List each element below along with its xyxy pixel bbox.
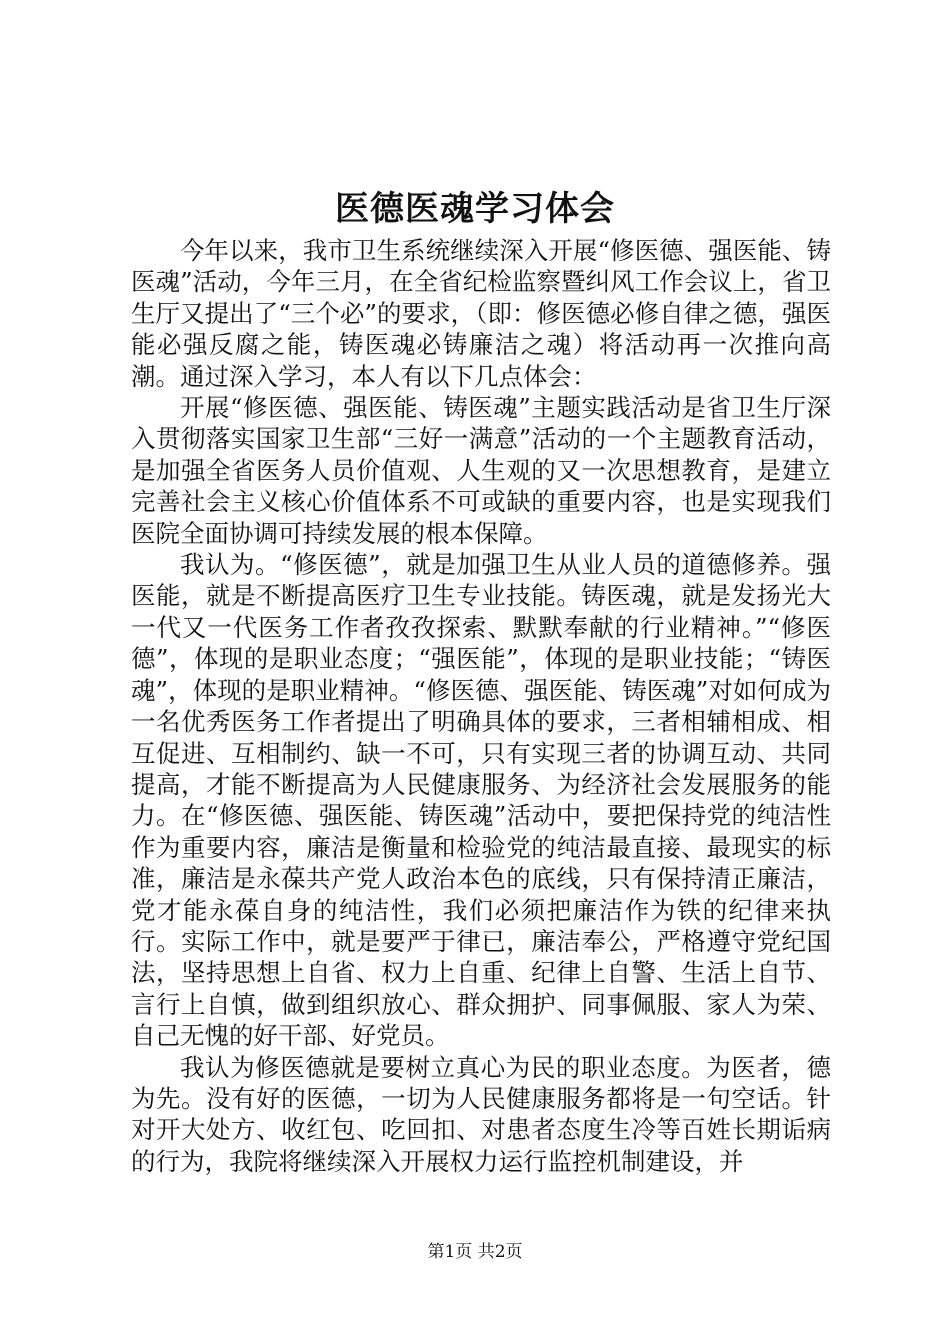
paragraph-4: 我认为修医德就是要树立真心为民的职业态度。为医者，德为先。没有好的医德，一切为人民健康服务都将是一句空话。针对开大处方、收红包、吃回扣、对患者态度生冷等百姓长期诟病的行为，我院将继续深入开展权力运行监控机制建设，并 — [131, 1052, 831, 1176]
document-title: 医德医魂学习体会 — [335, 189, 615, 229]
paragraph-3: 我认为。“修医德”，就是加强卫生从业人员的道德修养。强医能，就是不断提高医疗卫生专业技能。铸医魂，就是发扬光大一代又一代医务工作者孜孜探索、默默奉献的行业精神。”“修医德”，体现的是职业态度；“强医能”，体现的是职业技能；“铸医魂”，体现的是职业精神。“修医德、强医能、铸医魂”对如何成为一名优秀医务工作者提出了明确具体的要求，三者相辅相成、相互促进、互相制约、缺一不可，只有实现三者的协调互动、共同提高，才能不断提高为人民健康服务、为经济社会发展服务的能力。在“修医德、强医能、铸医魂”活动中，要把保持党的纯洁性作为重要内容，廉洁是衡量和检验党的纯洁最直接、最现实的标准，廉洁是永葆共产党人政治本色的底线，只有保持清正廉洁，党才能永葆自身的纯洁性，我们必须把廉洁作为铁的纪律来执行。实际工作中，就是要严于律已，廉洁奉公，严格遵守党纪国法，坚持思想上自省、权力上自重、纪律上自警、生活上自节、言行上自慎，做到组织放心、群众拥护、同事佩服、家人为荣、自己无愧的好干部、好党员。 — [131, 550, 831, 1051]
paragraph-2: 开展“修医德、强医能、铸医魂”主题实践活动是省卫生厅深入贯彻落实国家卫生部“三好一满意”活动的一个主题教育活动，是加强全省医务人员价值观、人生观的又一次思想教育，是建立完善社会主义核心价值体系不可或缺的重要内容，也是实现我们医院全面协调可持续发展的根本保障。 — [131, 393, 831, 548]
paragraph-1: 今年以来，我市卫生系统继续深入开展“修医德、强医能、铸医魂”活动，今年三月，在全省纪检监察暨纠风工作会议上，省卫生厅又提出了“三个必”的要求，（即：修医德必修自律之德，强医能必强反腐之能，铸医魂必铸廉洁之魂）将活动再一次推向高潮。通过深入学习，本人有以下几点体会： — [131, 236, 831, 391]
document-body — [131, 235, 831, 1177]
page-number: 第1页 共2页 — [427, 1242, 523, 1262]
